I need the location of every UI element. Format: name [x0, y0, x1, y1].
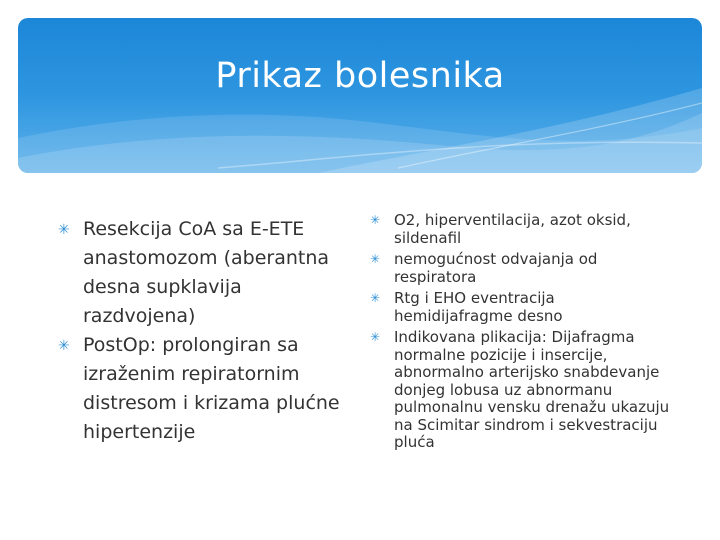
list-item — [58, 331, 358, 447]
right-bullet-list — [370, 212, 670, 456]
list-item — [58, 215, 358, 331]
asterisk-bullet-icon: ✳ — [370, 213, 381, 227]
bullet-text: Resekcija CoA sa E-ETE anastomozom (aberantna desna supklavija razdvojena) — [83, 218, 330, 327]
asterisk-bullet-icon: ✳ — [370, 252, 381, 266]
bullet-text: Rtg i EHO eventracija hemidijafragme desno — [394, 289, 563, 325]
bullet-text: PostOp: prolongiran sa izraženim repiratornim distresom i krizama plućne hipertenzije — [83, 334, 340, 443]
bullet-text: nemogućnost odvajanja od respiratora — [394, 250, 598, 286]
left-bullet-list — [58, 215, 358, 447]
asterisk-bullet-icon: ✳ — [370, 330, 381, 344]
bullet-text: O2, hiperventilacija, azot oksid, sildenafil — [394, 211, 631, 247]
list-item — [370, 212, 670, 247]
asterisk-bullet-icon: ✳ — [58, 222, 70, 238]
slide-title: Prikaz bolesnika — [215, 56, 505, 96]
asterisk-bullet-icon: ✳ — [370, 291, 381, 305]
asterisk-bullet-icon: ✳ — [58, 338, 70, 354]
list-item — [370, 290, 670, 325]
bullet-text: Indikovana plikacija: Dijafragma normalne pozicije i insercije, abnormalno arterijsko snabdevanje donjeg lobusa uz abnormanu pulmonalnu vensku drenažu ukazuju na Scimitar sindrom i sekvestraciju pluća — [394, 328, 670, 451]
list-item — [370, 251, 670, 286]
list-item — [370, 329, 670, 452]
